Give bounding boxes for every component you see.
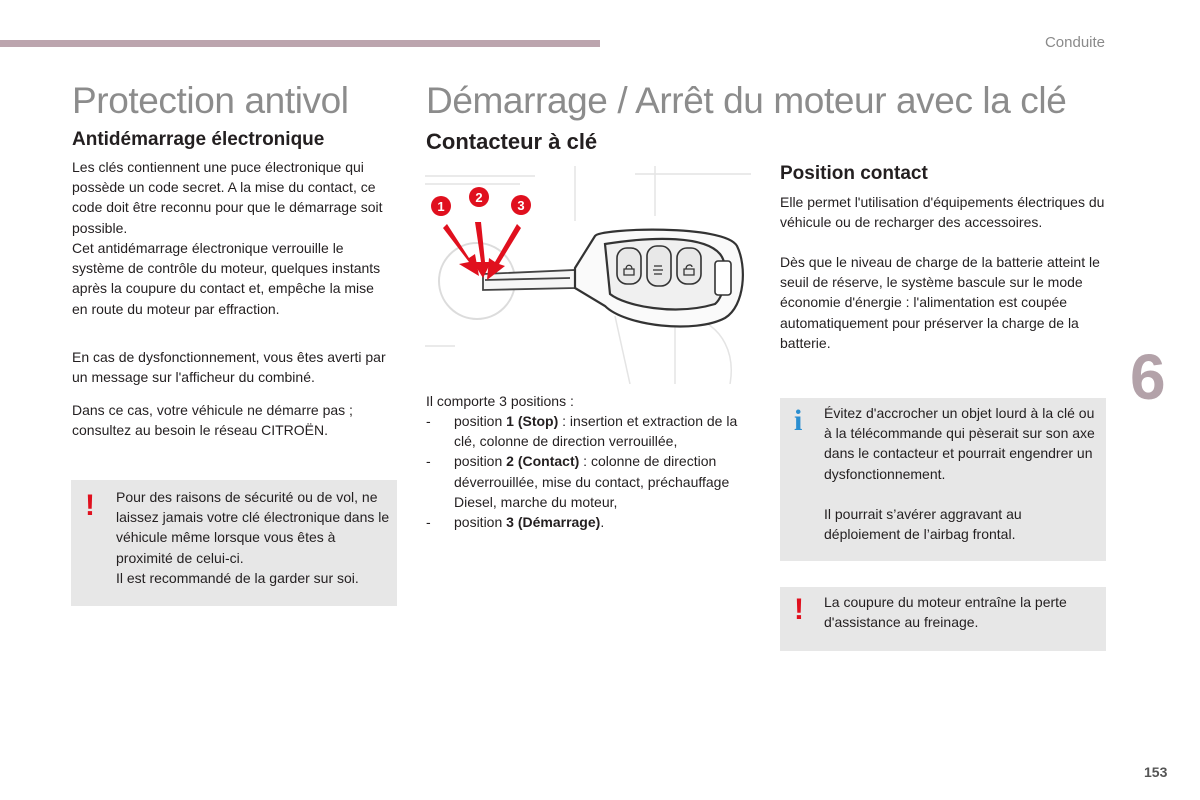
header-accent-bar (0, 40, 600, 47)
left-subtitle: Antidémarrage électronique (72, 129, 325, 150)
middle-subtitle: Contacteur à clé (426, 129, 598, 154)
left-paragraph-4: Dans ce cas, votre véhicule ne démarre pas ; consultez au besoin le réseau CITROËN. (72, 402, 353, 439)
middle-title: Démarrage / Arrêt du moteur avec la clé (426, 80, 1067, 121)
warning-icon: ! (794, 593, 804, 626)
callout-2: 2 (475, 190, 483, 205)
ignition-key-illustration (425, 166, 751, 384)
list-item: - position 3 (Démarrage). (426, 514, 605, 531)
warning-icon: ! (85, 489, 95, 522)
left-paragraph-1: Les clés contiennent une puce électronique qui possède un code secret. A la mise du contact, ce code doit être reconnu pour que le démarrage soit possible. (72, 159, 383, 236)
info-text-2: Il pourrait s’avérer aggravant au déploiement de l’airbag frontal. (824, 506, 1022, 543)
right-paragraph-1: Elle permet l'utilisation d'équipements électriques du véhicule ou de recharger des accessoires. (780, 194, 1105, 231)
left-warning-text-2: Il est recommandé de la garder sur soi. (116, 570, 359, 586)
positions-intro: Il comporte 3 positions : (426, 393, 574, 409)
list-item: - position 2 (Contact) : colonne de direction déverrouillée, mise du contact, préchauffage Diesel, marche du moteur, (426, 453, 730, 510)
section-label: Conduite (1044, 34, 1105, 51)
left-warning-text-1: Pour des raisons de sécurité ou de vol, ne laissez jamais votre clé électronique dans le véhicule même lorsque vous êtes à proximité de celui-ci. (116, 489, 390, 566)
right-subtitle: Position contact (780, 163, 928, 184)
ignition-key-figure (425, 166, 751, 384)
info-box (780, 398, 1106, 561)
chapter-number: 6 (1130, 341, 1166, 413)
left-paragraph-2: Cet antidémarrage électronique verrouille le système de contrôle du moteur, quelques instants après la coupure du contact et, empêche la mise en route du moteur par effraction. (72, 240, 381, 317)
right-warning-text: La coupure du moteur entraîne la perte d'assistance au freinage. (824, 594, 1067, 631)
positions-list (426, 411, 756, 532)
left-warning-box (71, 480, 397, 606)
right-paragraph-2: Dès que le niveau de charge de la batterie atteint le seuil de réserve, le système bascule sur le mode économie d'énergie : l'alimentation est coupée automatiquement pour préserver la charge de la batterie. (780, 254, 1100, 351)
left-paragraph-3: En cas de dysfonctionnement, vous êtes averti par un message sur l'afficheur du combiné. (72, 349, 386, 386)
page-number: 153 (1144, 764, 1168, 780)
info-text-1: Évitez d'accrocher un objet lourd à la clé ou à la télécommande qui pèserait sur son axe dans le contacteur et pourrait engendrer un dysfonctionnement. (824, 405, 1095, 482)
callout-3: 3 (517, 198, 525, 213)
left-title: Protection antivol (72, 80, 349, 121)
right-warning-box (780, 587, 1106, 651)
callout-1: 1 (437, 199, 445, 214)
list-item: - position 1 (Stop) : insertion et extraction de la clé, colonne de direction verrouillée, (426, 413, 738, 450)
info-icon: i (794, 404, 803, 437)
